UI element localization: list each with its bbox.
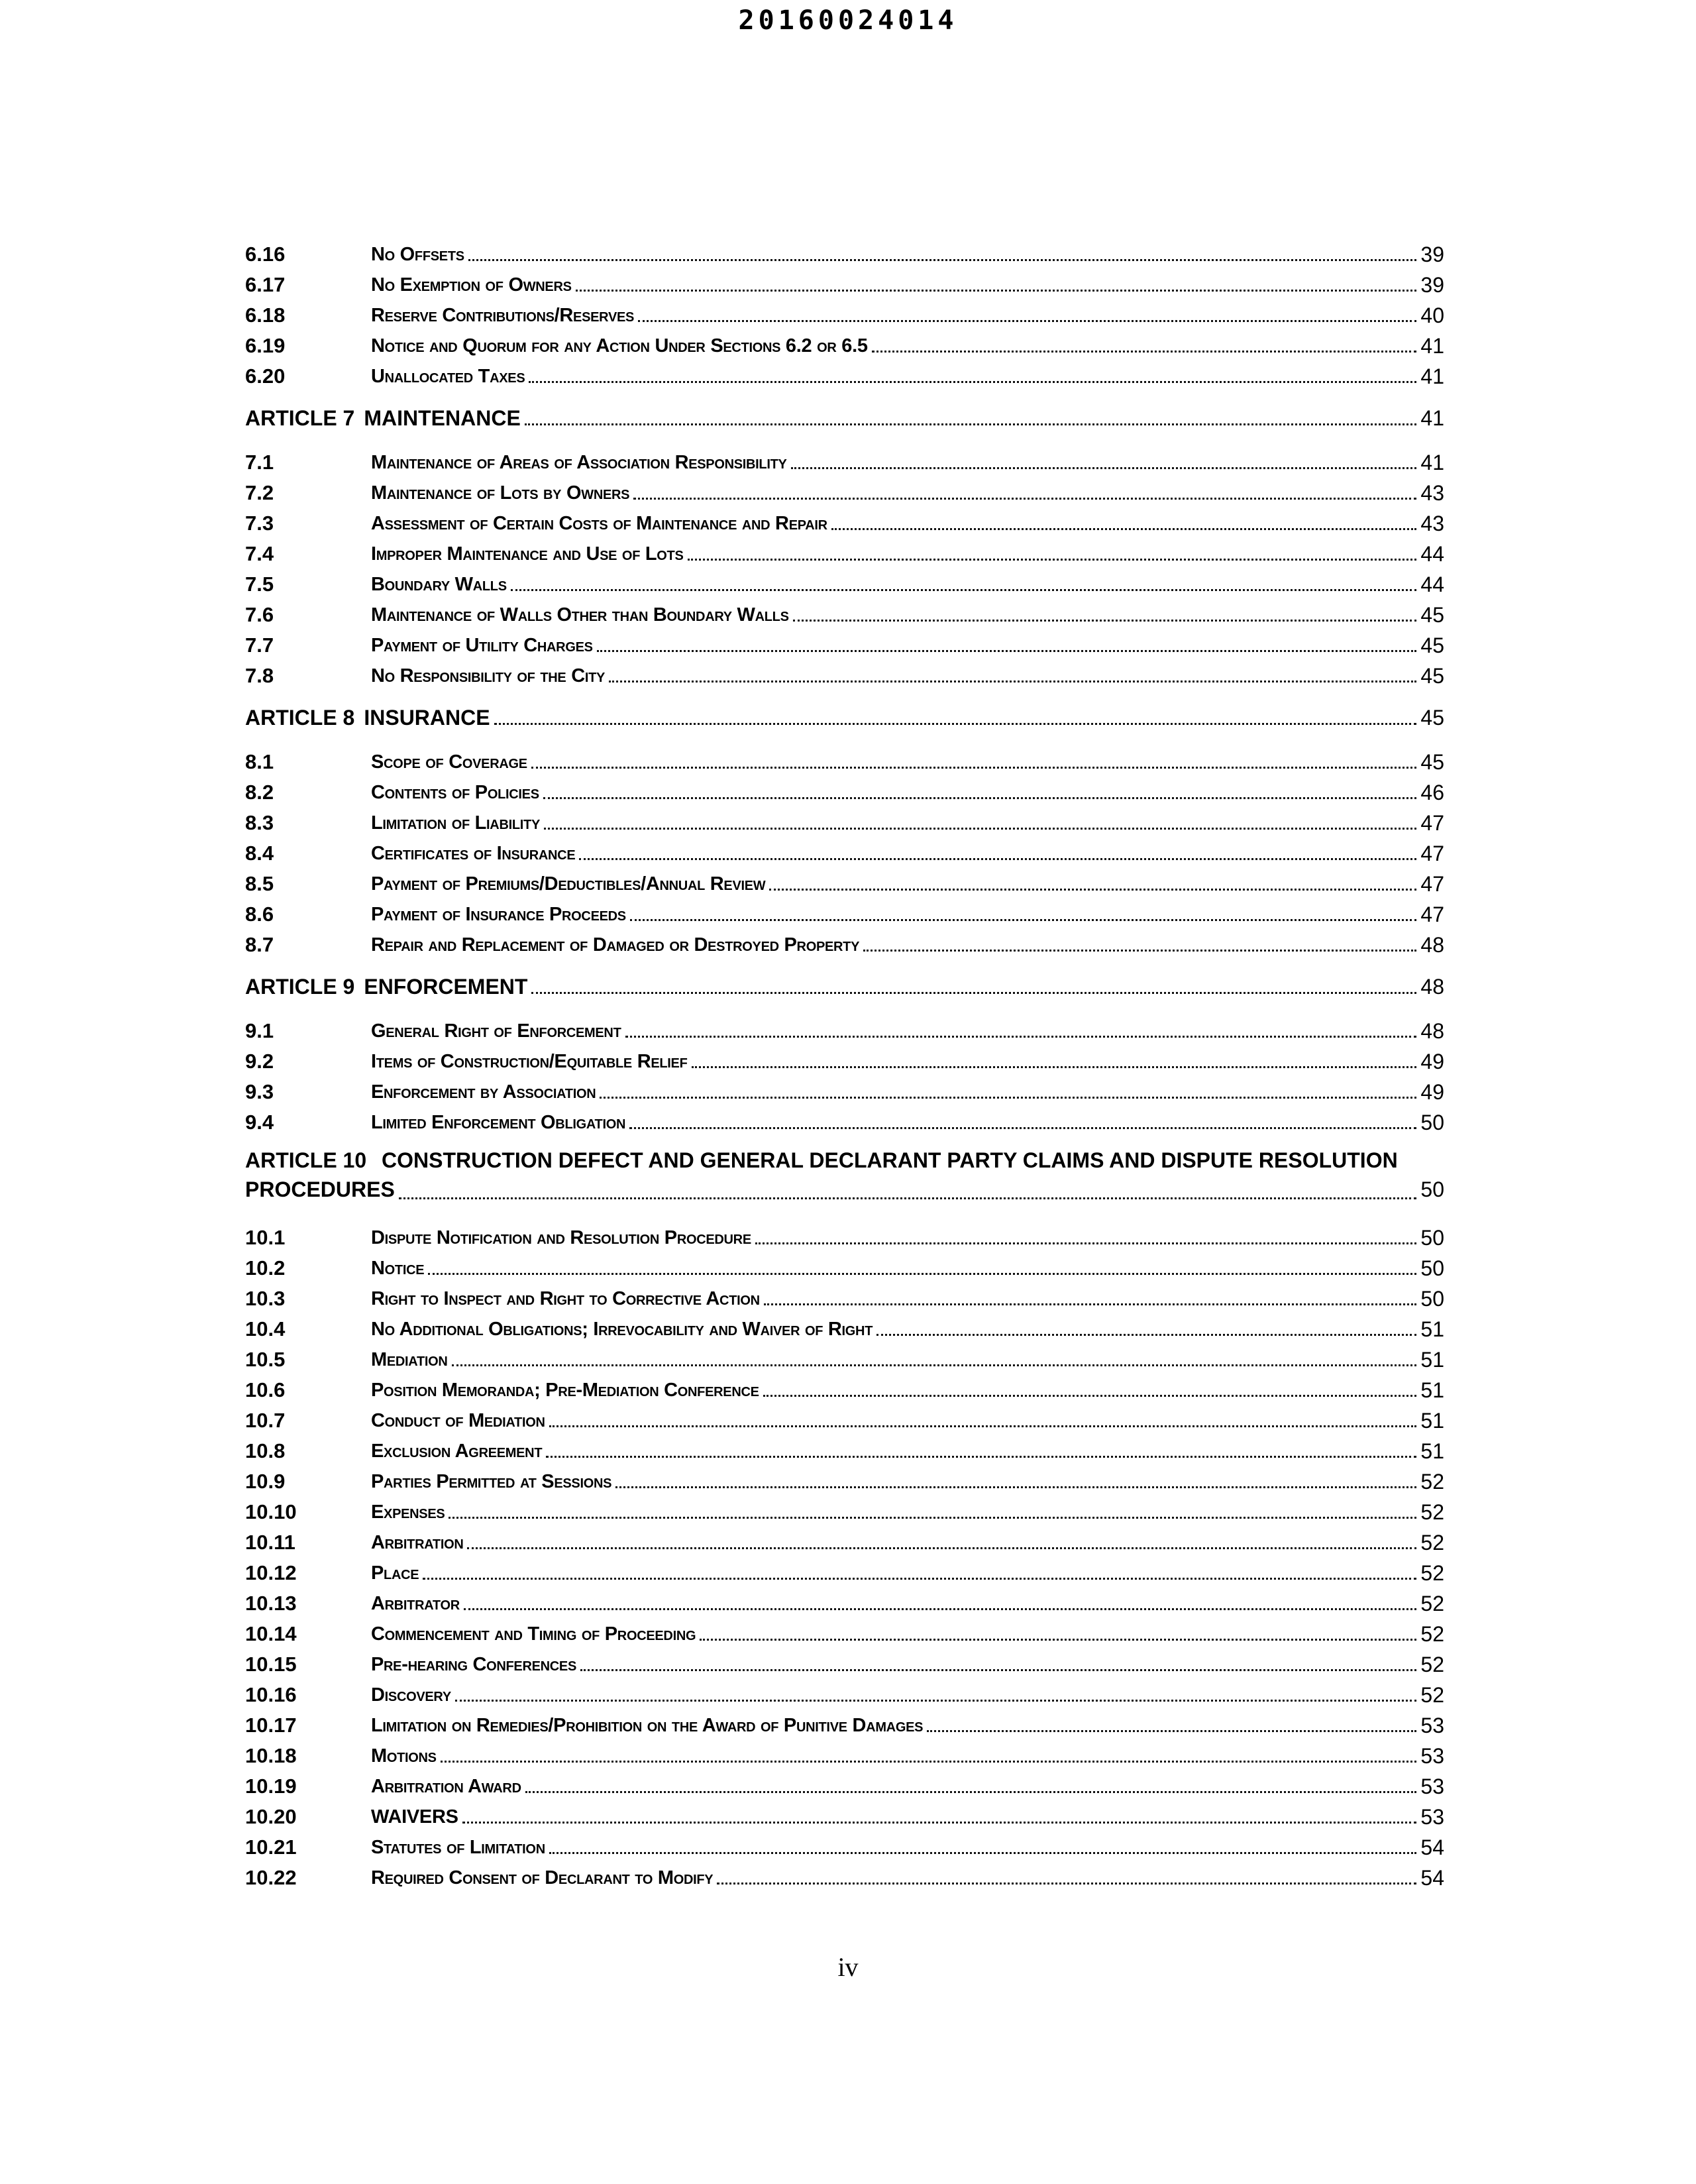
page-number: 51 (1420, 1378, 1444, 1402)
page-number: 52 (1420, 1622, 1444, 1646)
section-title: Limitation on Remedies/Prohibition on the Award of Punitive Damages (371, 1715, 924, 1736)
toc-entry (245, 1462, 1444, 1493)
section-number: 10.20 (245, 1805, 297, 1828)
dot-leader (399, 1197, 1417, 1199)
dot-leader (525, 423, 1417, 425)
toc-entry (245, 1767, 1444, 1798)
article-10-heading (245, 1146, 1444, 1204)
section-number: 9.2 (245, 1050, 274, 1073)
toc-entry (245, 1798, 1444, 1828)
section-number: 9.4 (245, 1111, 274, 1134)
page-number: 45 (1420, 603, 1444, 627)
section-number: 7.8 (245, 664, 274, 687)
page-number: 54 (1420, 1866, 1444, 1890)
page-number: 45 (1420, 664, 1444, 688)
section-title: Exclusion Agreement (371, 1441, 543, 1462)
article-title: CONSTRUCTION DEFECT AND GENERAL DECLARANT PARTY CLAIMS AND DISPUTE RESOLUTION (382, 1148, 1398, 1172)
page-number: 41 (1420, 451, 1444, 474)
section-title: Notice and Quorum for any Action Under Sections 6.2 or 6.5 (371, 335, 868, 356)
dot-leader (763, 1395, 1417, 1397)
toc-entry (245, 504, 1444, 535)
dot-leader (927, 1730, 1416, 1732)
section-title: Expenses (371, 1502, 445, 1523)
section-number: 10.11 (245, 1531, 295, 1554)
section-number: 7.1 (245, 451, 274, 474)
page-number: 44 (1420, 573, 1444, 596)
section-title: Position Memoranda; Pre-Mediation Conference (371, 1380, 759, 1401)
section-number: 8.3 (245, 811, 274, 834)
section-title: No Exemption of Owners (371, 274, 572, 296)
article-label: ARTICLE 7 (245, 406, 355, 430)
page-number: 53 (1420, 1714, 1444, 1737)
section-title: Maintenance of Lots by Owners (371, 482, 630, 504)
dot-leader (423, 1578, 1416, 1580)
page-number: 53 (1420, 1774, 1444, 1798)
section-number: 7.5 (245, 573, 274, 596)
section-title: Assessment of Certain Costs of Maintenance and Repair (371, 513, 827, 534)
section-title: Parties Permitted at Sessions (371, 1471, 612, 1492)
section-title: Arbitration Award (371, 1776, 521, 1797)
table-of-contents (245, 235, 1444, 1889)
section-number: 10.12 (245, 1561, 297, 1584)
dot-leader (600, 1097, 1416, 1099)
dot-leader (863, 950, 1416, 952)
dot-leader (692, 1066, 1417, 1068)
section-title: Items of Construction/Equitable Relief (371, 1051, 688, 1072)
section-title: Commencement and Timing of Proceeding (371, 1623, 696, 1645)
page-number: 49 (1420, 1050, 1444, 1073)
section-title: Unallocated Taxes (371, 366, 525, 387)
section-number: 7.6 (245, 603, 274, 626)
toc-group-9 (245, 1012, 1444, 1134)
dot-leader (688, 559, 1417, 561)
toc-entry (245, 1012, 1444, 1042)
toc-group-8 (245, 743, 1444, 956)
section-number: 10.9 (245, 1470, 286, 1493)
section-number: 6.17 (245, 273, 286, 296)
page-number: 48 (1420, 1019, 1444, 1043)
toc-entry (245, 926, 1444, 956)
page-number: 43 (1420, 481, 1444, 505)
dot-leader (876, 1334, 1416, 1336)
dot-leader (793, 620, 1417, 622)
toc-entry (245, 474, 1444, 504)
toc-entry (245, 1103, 1444, 1134)
section-number: 9.3 (245, 1080, 274, 1103)
section-title: Notice (371, 1258, 425, 1279)
page-number: 43 (1420, 512, 1444, 535)
page-number: 52 (1420, 1500, 1444, 1524)
toc-entry (245, 357, 1444, 388)
section-number: 10.3 (245, 1287, 286, 1310)
dot-leader (597, 650, 1417, 652)
toc-entry (245, 1645, 1444, 1676)
section-title: Payment of Insurance Proceeds (371, 904, 626, 925)
section-title: Reserve Contributions/Reserves (371, 305, 635, 326)
section-number: 8.7 (245, 933, 274, 956)
article-page-number: 45 (1420, 706, 1444, 730)
dot-leader (764, 1303, 1417, 1305)
section-number: 10.16 (245, 1683, 297, 1706)
section-title: Limited Enforcement Obligation (371, 1112, 626, 1133)
section-number: 10.21 (245, 1835, 297, 1859)
toc-entry (245, 1432, 1444, 1462)
section-number: 10.7 (245, 1409, 286, 1432)
page-number-footer: iv (837, 1952, 859, 1982)
toc-entry (245, 266, 1444, 296)
page-number: 47 (1420, 902, 1444, 926)
section-number: 10.15 (245, 1653, 297, 1676)
page-number: 52 (1420, 1592, 1444, 1615)
section-title: Boundary Walls (371, 574, 507, 595)
page-number: 41 (1420, 364, 1444, 388)
article-page-number: 50 (1420, 1177, 1444, 1201)
page-number: 51 (1420, 1348, 1444, 1372)
toc-entry (245, 1042, 1444, 1073)
dot-leader (462, 1822, 1417, 1824)
dot-leader (629, 1127, 1416, 1129)
toc-entry (245, 296, 1444, 327)
page-number: 45 (1420, 633, 1444, 657)
page-number: 53 (1420, 1744, 1444, 1768)
toc-entry (245, 1737, 1444, 1767)
dot-leader (638, 320, 1416, 322)
page-number: 44 (1420, 542, 1444, 566)
section-title: Dispute Notification and Resolution Procedure (371, 1227, 751, 1248)
page-number: 51 (1420, 1439, 1444, 1463)
section-number: 8.2 (245, 781, 274, 804)
article-label: ARTICLE 8 (245, 706, 355, 730)
toc-entry (245, 1310, 1444, 1340)
section-number: 10.10 (245, 1500, 297, 1523)
toc-entry (245, 743, 1444, 773)
toc-group-10 (245, 1219, 1444, 1889)
toc-entry (245, 804, 1444, 834)
page-number: 39 (1420, 243, 1444, 266)
page-number: 45 (1420, 750, 1444, 774)
section-title: Maintenance of Walls Other than Boundary Walls (371, 604, 789, 626)
section-number: 10.8 (245, 1439, 286, 1462)
toc-entry (245, 865, 1444, 895)
document-number: 20160024014 (738, 5, 958, 36)
toc-entry (245, 657, 1444, 687)
dot-leader (615, 1486, 1416, 1488)
section-number: 6.18 (245, 303, 286, 327)
section-title: Right to Inspect and Right to Corrective Action (371, 1288, 760, 1309)
dot-leader (467, 1547, 1416, 1549)
page-number: 50 (1420, 1256, 1444, 1280)
section-number: 10.5 (245, 1348, 286, 1371)
section-title: Arbitrator (371, 1593, 460, 1614)
section-number: 6.19 (245, 334, 286, 357)
toc-entry (245, 1859, 1444, 1889)
article-page-number: 41 (1420, 406, 1444, 430)
dot-leader (580, 1669, 1416, 1671)
dot-leader (441, 1761, 1417, 1763)
article-7-heading (245, 400, 1444, 430)
dot-leader (791, 467, 1417, 469)
section-title: Certificates of Insurance (371, 843, 576, 864)
dot-leader (452, 1364, 1417, 1366)
article-title: INSURANCE (364, 706, 490, 730)
section-title: No Additional Obligations; Irrevocability and Waiver of Right (371, 1319, 873, 1340)
section-title: Enforcement by Association (371, 1081, 596, 1103)
page-number: 40 (1420, 303, 1444, 327)
page-number: 46 (1420, 781, 1444, 804)
page-number: 51 (1420, 1317, 1444, 1341)
section-title: Statutes of Limitation (371, 1837, 545, 1858)
toc-entry (245, 1828, 1444, 1859)
section-title: Pre-hearing Conferences (371, 1654, 577, 1675)
dot-leader (579, 858, 1416, 860)
section-number: 10.2 (245, 1256, 286, 1280)
page-number: 49 (1420, 1080, 1444, 1104)
dot-leader (700, 1639, 1416, 1641)
page-number: 50 (1420, 1287, 1444, 1311)
section-number: 9.1 (245, 1019, 274, 1042)
section-title: Payment of Premiums/Deductibles/Annual Review (371, 873, 766, 895)
dot-leader (494, 723, 1417, 725)
dot-leader (630, 919, 1417, 921)
article-title: MAINTENANCE (364, 406, 521, 430)
article-title: ENFORCEMENT (364, 975, 528, 999)
page-number: 52 (1420, 1531, 1444, 1555)
page-number: 52 (1420, 1683, 1444, 1707)
toc-entry (245, 1371, 1444, 1401)
section-title: No Responsibility of the City (371, 665, 606, 686)
section-title: Motions (371, 1745, 437, 1767)
section-number: 8.5 (245, 872, 274, 895)
section-title: Scope of Coverage (371, 751, 527, 773)
page-number: 47 (1420, 872, 1444, 896)
section-title: Conduct of Mediation (371, 1410, 545, 1431)
section-title: Payment of Utility Charges (371, 635, 593, 656)
article-title-line2 (245, 1175, 1444, 1204)
page-number: 54 (1420, 1835, 1444, 1859)
dot-leader (531, 992, 1416, 994)
section-number: 7.7 (245, 633, 274, 657)
section-number: 10.1 (245, 1226, 286, 1249)
section-number: 10.4 (245, 1317, 286, 1340)
section-number: 8.1 (245, 750, 274, 773)
section-title: Mediation (371, 1349, 448, 1370)
toc-entry (245, 626, 1444, 657)
section-title: No Offsets (371, 244, 464, 265)
section-number: 10.18 (245, 1744, 297, 1767)
toc-entry (245, 895, 1444, 926)
toc-group-7 (245, 443, 1444, 687)
toc-entry (245, 1676, 1444, 1706)
section-number: 6.16 (245, 243, 286, 266)
page-number: 47 (1420, 811, 1444, 835)
section-title: Arbitration (371, 1532, 464, 1553)
dot-leader (872, 351, 1417, 353)
toc-entry (245, 1073, 1444, 1103)
toc-entry (245, 1584, 1444, 1615)
page-number: 41 (1420, 334, 1444, 358)
dot-leader (543, 797, 1417, 799)
section-title: Improper Maintenance and Use of Lots (371, 543, 684, 565)
toc-entry (245, 1280, 1444, 1310)
toc-entry (245, 443, 1444, 474)
dot-leader (529, 381, 1416, 383)
dot-leader (625, 1036, 1417, 1038)
section-title: General Right of Enforcement (371, 1020, 621, 1042)
page-number: 39 (1420, 273, 1444, 297)
page-number: 50 (1420, 1111, 1444, 1134)
dot-leader (576, 290, 1417, 292)
section-title: Repair and Replacement of Damaged or Destroyed Property (371, 934, 860, 956)
dot-leader (609, 681, 1416, 682)
toc-entry (245, 834, 1444, 865)
dot-leader (525, 1791, 1417, 1793)
toc-entry (245, 1219, 1444, 1249)
section-number: 7.4 (245, 542, 274, 565)
dot-leader (455, 1700, 1417, 1702)
dot-leader (769, 889, 1416, 891)
toc-entry (245, 535, 1444, 565)
toc-entry (245, 1249, 1444, 1280)
toc-entry (245, 1523, 1444, 1554)
section-title: Place (371, 1562, 419, 1584)
section-number: 8.4 (245, 842, 274, 865)
toc-entry (245, 1615, 1444, 1645)
section-number: 7.3 (245, 512, 274, 535)
article-9-heading (245, 968, 1444, 999)
section-number: 10.6 (245, 1378, 286, 1401)
toc-entry (245, 1706, 1444, 1737)
toc-entry (245, 1401, 1444, 1432)
page-number: 51 (1420, 1409, 1444, 1433)
dot-leader (755, 1242, 1417, 1244)
dot-leader (428, 1273, 1416, 1275)
section-number: 7.2 (245, 481, 274, 504)
section-number: 8.6 (245, 902, 274, 926)
section-title: Limitation of Liability (371, 812, 540, 834)
toc-entry (245, 327, 1444, 357)
toc-entry (245, 1493, 1444, 1523)
page-number: 50 (1420, 1226, 1444, 1250)
dot-leader (449, 1517, 1416, 1519)
dot-leader (831, 528, 1417, 530)
section-title: Discovery (371, 1684, 451, 1706)
toc-entry (245, 235, 1444, 266)
page-number: 47 (1420, 842, 1444, 865)
page-number: 53 (1420, 1805, 1444, 1829)
page-number: 52 (1420, 1653, 1444, 1676)
dot-leader (549, 1852, 1417, 1854)
page-number: 48 (1420, 933, 1444, 957)
dot-leader (468, 259, 1417, 261)
toc-group-6 (245, 235, 1444, 388)
dot-leader (464, 1608, 1417, 1610)
toc-entry (245, 1340, 1444, 1371)
article-8-heading (245, 699, 1444, 730)
dot-leader (544, 828, 1416, 830)
toc-entry (245, 596, 1444, 626)
dot-leader (549, 1425, 1417, 1427)
section-number: 6.20 (245, 364, 286, 388)
section-number: 10.22 (245, 1866, 297, 1889)
section-number: 10.13 (245, 1592, 297, 1615)
section-title: Required Consent of Declarant to Modify (371, 1867, 714, 1888)
article-label: ARTICLE 9 (245, 975, 355, 999)
section-title: Contents of Policies (371, 782, 539, 803)
dot-leader (546, 1456, 1416, 1458)
dot-leader (633, 498, 1416, 500)
page-number: 52 (1420, 1561, 1444, 1585)
section-number: 10.17 (245, 1714, 297, 1737)
article-title-line1 (245, 1146, 1444, 1175)
dot-leader (511, 589, 1417, 591)
section-number: 10.19 (245, 1774, 297, 1798)
article-page-number: 48 (1420, 975, 1444, 999)
section-number: 10.14 (245, 1622, 297, 1645)
page-number: 52 (1420, 1470, 1444, 1494)
section-title: WAIVERS (371, 1806, 458, 1828)
dot-leader (531, 767, 1417, 769)
toc-entry (245, 773, 1444, 804)
dot-leader (717, 1883, 1416, 1884)
article-title-continued: PROCEDURES (245, 1177, 395, 1201)
toc-entry (245, 1554, 1444, 1584)
section-title: Maintenance of Areas of Association Responsibility (371, 452, 787, 473)
toc-entry (245, 565, 1444, 596)
article-label: ARTICLE 10 (245, 1148, 367, 1172)
